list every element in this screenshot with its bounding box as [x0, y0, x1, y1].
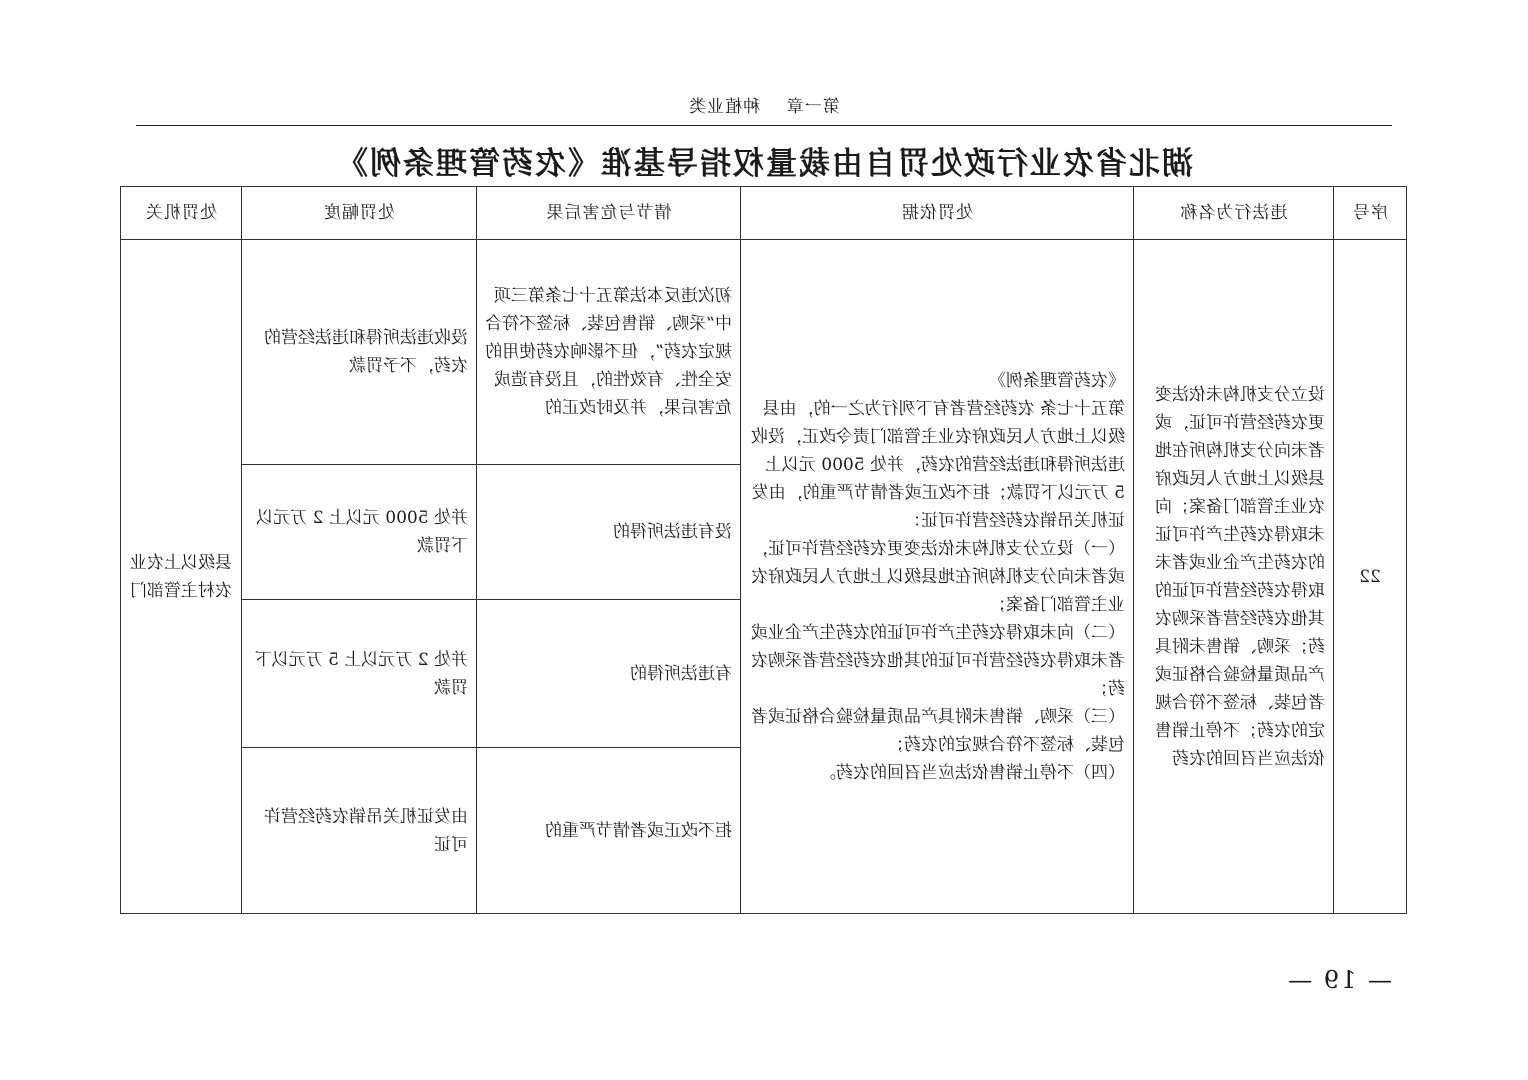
col-header-serial: 序号: [1334, 187, 1407, 240]
col-header-authority: 处罚机关: [121, 187, 242, 240]
cell-penalty-4: 由发证机关吊销农药经营许可证: [242, 748, 477, 914]
cell-circumstance-1: 初次违反本法第五十七条第三项中“采购、销售包装、标签不符合规定农药”，但不影响农药使用的安全性、有效性的，且没有造成危害后果，并及时改正的: [477, 240, 741, 465]
page-number: — 19 —: [1286, 966, 1392, 994]
basis-line: （三）采购、销售未附具产品质量检验合格证或者包装、标签不符合规定的农药；: [751, 706, 1125, 755]
penalty-table: [120, 186, 1407, 914]
cell-circumstance-4: 拒不改正或者情节严重的: [477, 748, 741, 914]
cell-penalty-3: 并处 2 万元以上 5 万元以下罚款: [242, 600, 477, 748]
basis-line: （二）向未取得农药生产许可证的农药生产企业或者未取得农药经营许可证的其他农药经营者采购农药；: [751, 622, 1125, 699]
chapter-header: 第一章 种植业类: [688, 97, 840, 117]
cell-circumstance-3: 有违法所得的: [477, 600, 741, 748]
col-header-penalty: 处罚幅度: [242, 187, 477, 240]
table-row: [121, 240, 1407, 465]
col-header-circumstance: 情节与危害后果: [477, 187, 741, 240]
cell-basis: [741, 240, 1134, 914]
basis-line: 《农药管理条例》: [989, 370, 1125, 391]
basis-line: （一）设立分支机构未依法变更农药经营许可证，或者未向分支机构所在地县级以上地方人民政府农业主管部门备案；: [751, 538, 1125, 615]
cell-violation: 设立分支机构未依法变更农药经营许可证，或者未向分支机构所在地县级以上地方人民政府农业主管部门备案；向未取得农药生产许可证的农药生产企业或者未取得农药经营许可证的其他农药经营者采购农药；采购、销售未附具产品质量检验合格证或者包装、标签不符合规定的农药；不停止销售依法应当召回的农药: [1134, 240, 1334, 914]
basis-line: 第五十七条 农药经营者有下列行为之一的，由县级以上地方人民政府农业主管部门责令改正，没收违法所得和违法经营的农药，并处 5000 元以上 5 万元以下罚款；拒不改正或者情节严重的，由发证机关吊销农药经营许可证：: [751, 398, 1125, 531]
col-header-violation: 违法行为名称: [1134, 187, 1334, 240]
document-title: 湖北省农业行政处罚自由裁量权指导基准《农药管理条例》: [335, 146, 1193, 182]
basis-line: （四）不停止销售依法应当召回的农药。: [819, 762, 1125, 783]
table-header-row: [121, 187, 1407, 240]
cell-penalty-1: 没收违法所得和违法经营的农药，不予罚款: [242, 240, 477, 465]
col-header-basis: 处罚依据: [741, 187, 1134, 240]
cell-penalty-2: 并处 5000 元以上 2 万元以下罚款: [242, 465, 477, 600]
cell-serial: 22: [1334, 240, 1407, 914]
cell-circumstance-2: 没有违法所得的: [477, 465, 741, 600]
cell-authority: 县级以上农业农村主管部门: [121, 240, 242, 914]
header-rule: [136, 125, 1392, 126]
